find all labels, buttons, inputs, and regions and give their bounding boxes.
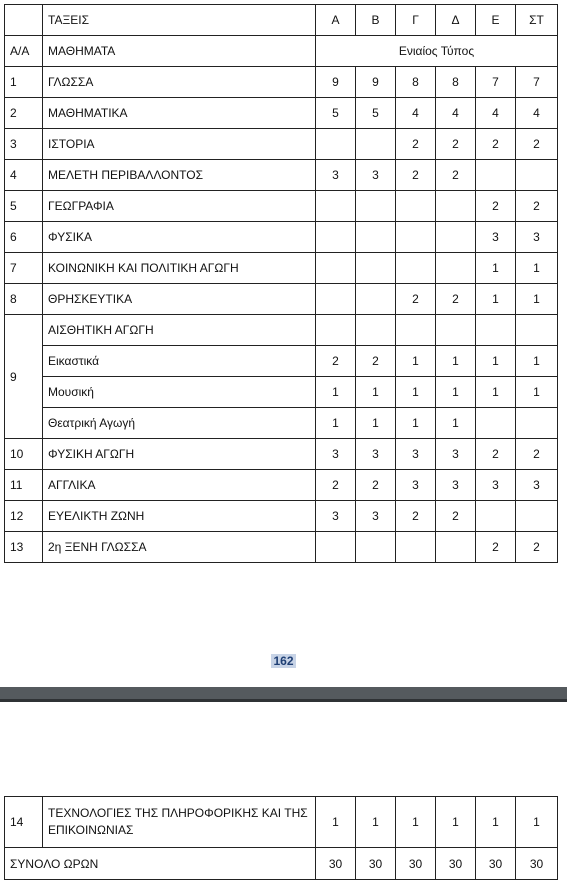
header-grade: Γ bbox=[396, 5, 436, 36]
hours-cell: 2 bbox=[476, 532, 516, 563]
subject-name: ΦΥΣΙΚΑ bbox=[43, 222, 316, 253]
hours-cell: 1 bbox=[396, 346, 436, 377]
hours-cell: 2 bbox=[316, 346, 356, 377]
hours-cell: 2 bbox=[316, 470, 356, 501]
hours-cell: 2 bbox=[436, 129, 476, 160]
hours-cell: 2 bbox=[476, 191, 516, 222]
header-grade: ΣΤ bbox=[516, 5, 558, 36]
hours-table-continued bbox=[4, 796, 558, 880]
hours-cell: 1 bbox=[436, 797, 476, 848]
subject-name: Εικαστικά bbox=[43, 346, 316, 377]
header-row-subjects bbox=[5, 36, 558, 67]
hours-cell: 1 bbox=[436, 346, 476, 377]
header-grade: Β bbox=[356, 5, 396, 36]
hours-cell bbox=[356, 532, 396, 563]
row-number: 8 bbox=[5, 284, 43, 315]
hours-cell: 3 bbox=[356, 501, 396, 532]
hours-cell: 1 bbox=[476, 284, 516, 315]
header-row-grades bbox=[5, 5, 558, 36]
hours-cell bbox=[436, 253, 476, 284]
hours-cell bbox=[516, 160, 558, 191]
hours-cell: 1 bbox=[396, 377, 436, 408]
row-number: 6 bbox=[5, 222, 43, 253]
hours-cell: 3 bbox=[356, 439, 396, 470]
hours-cell: 5 bbox=[316, 98, 356, 129]
hours-cell: 3 bbox=[476, 222, 516, 253]
hours-cell: 3 bbox=[436, 439, 476, 470]
hours-cell bbox=[356, 315, 396, 346]
hours-cell bbox=[436, 191, 476, 222]
table-row bbox=[5, 377, 558, 408]
hours-cell bbox=[316, 129, 356, 160]
table-row bbox=[5, 532, 558, 563]
hours-cell bbox=[316, 284, 356, 315]
hours-cell: 3 bbox=[316, 439, 356, 470]
table-row bbox=[5, 222, 558, 253]
hours-cell: 1 bbox=[516, 253, 558, 284]
table-row bbox=[5, 408, 558, 439]
row-number: 7 bbox=[5, 253, 43, 284]
hours-cell: 1 bbox=[516, 797, 558, 848]
header-grade: Ε bbox=[476, 5, 516, 36]
hours-cell: 7 bbox=[476, 67, 516, 98]
hours-cell: 4 bbox=[396, 98, 436, 129]
subject-name: Θεατρική Αγωγή bbox=[43, 408, 316, 439]
hours-table bbox=[4, 4, 558, 563]
hours-cell: 2 bbox=[356, 346, 396, 377]
subject-name: ΑΓΓΛΙΚΑ bbox=[43, 470, 316, 501]
total-hours-cell: 30 bbox=[316, 848, 356, 880]
hours-cell: 1 bbox=[476, 377, 516, 408]
table-row bbox=[5, 501, 558, 532]
subject-name: ΚΟΙΝΩΝΙΚΗ ΚΑΙ ΠΟΛΙΤΙΚΗ ΑΓΩΓΗ bbox=[43, 253, 316, 284]
subject-name: ΕΥΕΛΙΚΤΗ ΖΩΝΗ bbox=[43, 501, 316, 532]
header-subjects: ΜΑΘΗΜΑΤΑ bbox=[43, 36, 316, 67]
hours-cell bbox=[356, 222, 396, 253]
hours-cell: 2 bbox=[436, 284, 476, 315]
hours-cell: 2 bbox=[476, 439, 516, 470]
hours-cell bbox=[316, 222, 356, 253]
hours-cell bbox=[476, 408, 516, 439]
total-hours-cell: 30 bbox=[436, 848, 476, 880]
page-separator-shadow bbox=[0, 699, 567, 702]
hours-cell: 8 bbox=[436, 67, 476, 98]
hours-cell: 2 bbox=[396, 160, 436, 191]
hours-cell bbox=[396, 253, 436, 284]
hours-cell: 2 bbox=[516, 191, 558, 222]
subject-name: ΜΕΛΕΤΗ ΠΕΡΙΒΑΛΛΟΝΤΟΣ bbox=[43, 160, 316, 191]
hours-cell: 1 bbox=[516, 284, 558, 315]
hours-cell bbox=[316, 253, 356, 284]
table-row bbox=[5, 67, 558, 98]
hours-cell: 1 bbox=[476, 797, 516, 848]
hours-cell: 1 bbox=[476, 253, 516, 284]
total-label: ΣΥΝΟΛΟ ΩΡΩΝ bbox=[5, 848, 316, 880]
subject-name: ΦΥΣΙΚΗ ΑΓΩΓΗ bbox=[43, 439, 316, 470]
row-number: 13 bbox=[5, 532, 43, 563]
hours-cell: 2 bbox=[436, 160, 476, 191]
table-row bbox=[5, 346, 558, 377]
subject-name: ΓΕΩΓΡΑΦΙΑ bbox=[43, 191, 316, 222]
row-number: 4 bbox=[5, 160, 43, 191]
hours-cell: 9 bbox=[316, 67, 356, 98]
subject-name: ΤΕΧΝΟΛΟΓΙΕΣ ΤΗΣ ΠΛΗΡΟΦΟΡΙΚΗΣ ΚΑΙ ΤΗΣ ΕΠΙΚΟΙΝΩΝΙΑΣ bbox=[43, 797, 316, 848]
subject-name: Μουσική bbox=[43, 377, 316, 408]
hours-cell bbox=[436, 222, 476, 253]
total-hours-cell: 30 bbox=[516, 848, 558, 880]
row-number: 5 bbox=[5, 191, 43, 222]
table-row bbox=[5, 160, 558, 191]
header-grade: Α bbox=[316, 5, 356, 36]
hours-cell: 5 bbox=[356, 98, 396, 129]
subject-name: 2η ΞΕΝΗ ΓΛΩΣΣΑ bbox=[43, 532, 316, 563]
hours-cell: 1 bbox=[436, 377, 476, 408]
row-number: 2 bbox=[5, 98, 43, 129]
hours-cell bbox=[476, 160, 516, 191]
hours-cell: 1 bbox=[356, 408, 396, 439]
table-row bbox=[5, 129, 558, 160]
header-aa: Α/Α bbox=[5, 36, 43, 67]
hours-cell: 2 bbox=[516, 439, 558, 470]
hours-cell: 1 bbox=[436, 408, 476, 439]
total-hours-cell: 30 bbox=[476, 848, 516, 880]
total-hours-cell: 30 bbox=[396, 848, 436, 880]
hours-cell bbox=[436, 315, 476, 346]
hours-cell bbox=[516, 315, 558, 346]
hours-cell bbox=[396, 315, 436, 346]
table-row bbox=[5, 315, 558, 346]
table-row bbox=[5, 284, 558, 315]
hours-cell: 1 bbox=[396, 408, 436, 439]
table-row bbox=[5, 98, 558, 129]
hours-cell bbox=[436, 532, 476, 563]
hours-cell bbox=[356, 191, 396, 222]
hours-cell: 1 bbox=[476, 346, 516, 377]
hours-cell bbox=[476, 315, 516, 346]
hours-cell bbox=[316, 191, 356, 222]
hours-cell: 9 bbox=[356, 67, 396, 98]
hours-cell: 1 bbox=[316, 377, 356, 408]
hours-cell: 7 bbox=[516, 67, 558, 98]
hours-cell: 3 bbox=[396, 470, 436, 501]
page-number bbox=[0, 654, 567, 668]
hours-cell bbox=[516, 408, 558, 439]
hours-cell: 2 bbox=[396, 284, 436, 315]
hours-cell: 3 bbox=[316, 160, 356, 191]
hours-cell: 8 bbox=[396, 67, 436, 98]
hours-cell bbox=[396, 532, 436, 563]
hours-cell: 2 bbox=[476, 129, 516, 160]
subject-name: ΑΙΣΘΗΤΙΚΗ ΑΓΩΓΗ bbox=[43, 315, 316, 346]
hours-cell: 1 bbox=[516, 377, 558, 408]
hours-cell: 3 bbox=[516, 222, 558, 253]
row-number: 3 bbox=[5, 129, 43, 160]
total-row bbox=[5, 848, 558, 880]
table-row bbox=[5, 191, 558, 222]
row-number: 1 bbox=[5, 67, 43, 98]
header-aa-empty bbox=[5, 5, 43, 36]
table-row bbox=[5, 253, 558, 284]
row-number: 12 bbox=[5, 501, 43, 532]
hours-cell bbox=[356, 284, 396, 315]
header-school-type: Ενιαίος Τύπος bbox=[316, 36, 558, 67]
subject-name: ΜΑΘΗΜΑΤΙΚΑ bbox=[43, 98, 316, 129]
hours-cell bbox=[316, 315, 356, 346]
hours-cell bbox=[356, 129, 396, 160]
hours-cell: 1 bbox=[516, 346, 558, 377]
hours-cell bbox=[516, 501, 558, 532]
page-number-text: 162 bbox=[273, 654, 294, 668]
hours-cell: 3 bbox=[516, 470, 558, 501]
hours-cell bbox=[396, 191, 436, 222]
hours-cell: 1 bbox=[316, 797, 356, 848]
row-number: 9 bbox=[5, 315, 43, 439]
row-number: 10 bbox=[5, 439, 43, 470]
hours-cell: 1 bbox=[356, 797, 396, 848]
hours-cell: 3 bbox=[396, 439, 436, 470]
hours-cell: 3 bbox=[436, 470, 476, 501]
hours-cell: 4 bbox=[516, 98, 558, 129]
row-number: 14 bbox=[5, 797, 43, 848]
hours-cell: 4 bbox=[436, 98, 476, 129]
hours-cell: 2 bbox=[396, 129, 436, 160]
subject-name: ΘΡΗΣΚΕΥΤΙΚΑ bbox=[43, 284, 316, 315]
row-number: 11 bbox=[5, 470, 43, 501]
hours-cell: 2 bbox=[436, 501, 476, 532]
hours-cell: 3 bbox=[476, 470, 516, 501]
subject-name: ΓΛΩΣΣΑ bbox=[43, 67, 316, 98]
hours-cell bbox=[396, 222, 436, 253]
hours-cell: 1 bbox=[316, 408, 356, 439]
table-row bbox=[5, 797, 558, 848]
header-label: ΤΑΞΕΙΣ bbox=[43, 5, 316, 36]
table-row bbox=[5, 470, 558, 501]
hours-cell: 3 bbox=[316, 501, 356, 532]
hours-cell: 4 bbox=[476, 98, 516, 129]
hours-cell bbox=[316, 532, 356, 563]
hours-cell bbox=[356, 253, 396, 284]
hours-cell bbox=[476, 501, 516, 532]
total-hours-cell: 30 bbox=[356, 848, 396, 880]
hours-cell: 2 bbox=[516, 532, 558, 563]
hours-cell: 2 bbox=[396, 501, 436, 532]
hours-cell: 3 bbox=[356, 160, 396, 191]
hours-cell: 1 bbox=[356, 377, 396, 408]
hours-cell: 2 bbox=[356, 470, 396, 501]
table-row bbox=[5, 439, 558, 470]
header-grade: Δ bbox=[436, 5, 476, 36]
subject-name: ΙΣΤΟΡΙΑ bbox=[43, 129, 316, 160]
hours-cell: 1 bbox=[396, 797, 436, 848]
hours-cell: 2 bbox=[516, 129, 558, 160]
